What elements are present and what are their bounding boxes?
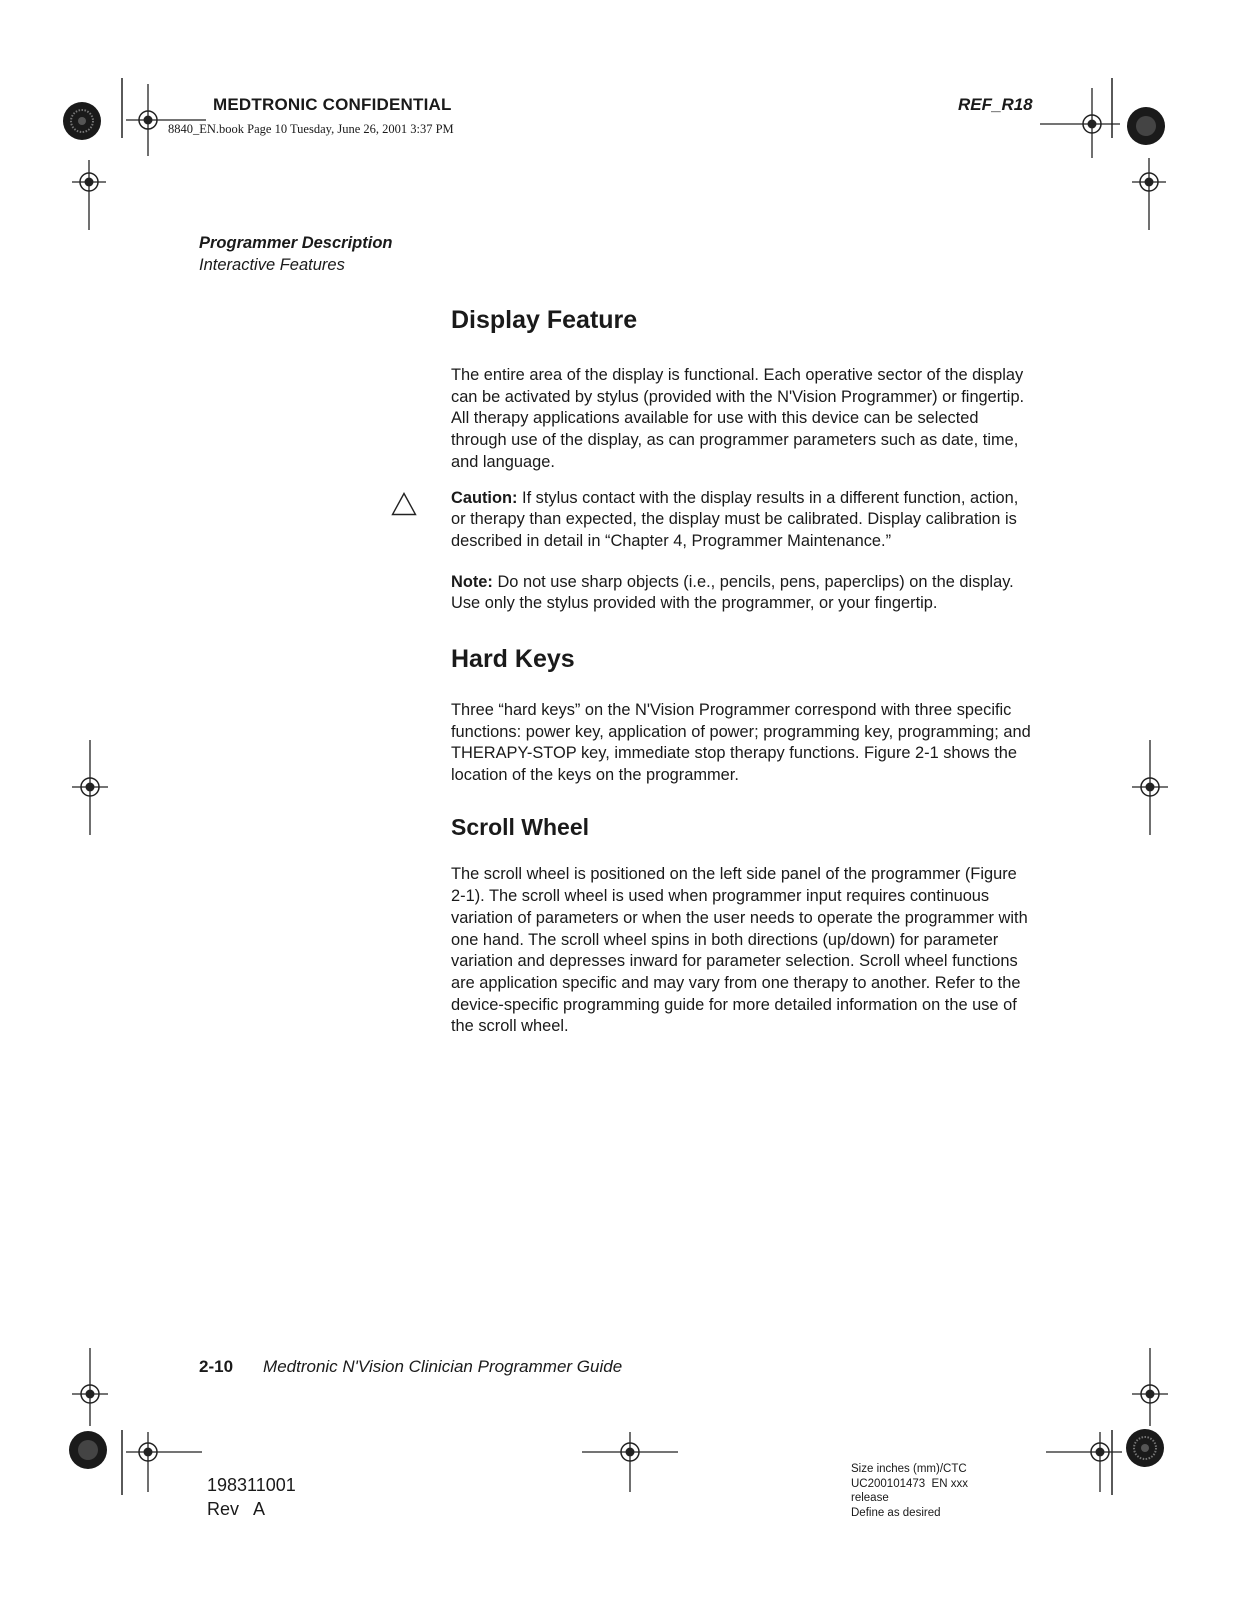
registration-mark-icon xyxy=(72,160,106,230)
part-info xyxy=(207,1473,296,1521)
spec-line: release xyxy=(851,1492,889,1504)
page-number: 2-10 xyxy=(199,1357,234,1376)
spec-line: Size inches (mm)/CTC xyxy=(851,1463,967,1475)
note-text: Do not use sharp objects (i.e., pencils, pens, paperclips) on the display. Use only the stylus provided with the programmer, or your fingertip. xyxy=(451,572,1014,613)
running-head-subsection: Interactive Features xyxy=(199,256,345,274)
main-content xyxy=(451,305,1034,1038)
crop-line xyxy=(118,1430,126,1495)
color-wheel-icon xyxy=(60,99,104,143)
revision: Rev A xyxy=(207,1499,266,1519)
color-wheel-icon xyxy=(66,1428,110,1472)
display-feature-body: The entire area of the display is functional. Each operative sector of the display can be activated by stylus (provided with the N'Vision Programmer) or fingertip. All therapy applications available for use with this device can be selected through use of the display, as can programmer parameters such as date, time, and language. xyxy=(451,366,1025,471)
spec-block xyxy=(851,1462,968,1520)
guide-title: Medtronic N'Vision Clinician Programmer Guide xyxy=(263,1357,623,1376)
scroll-wheel-heading: Scroll Wheel xyxy=(451,813,590,840)
confidential-label: MEDTRONIC CONFIDENTIAL xyxy=(213,95,452,114)
registration-mark-icon xyxy=(582,1432,678,1492)
registration-mark-icon xyxy=(1132,158,1166,230)
running-head xyxy=(199,232,392,276)
registration-mark-icon xyxy=(126,1432,202,1492)
caution-triangle-icon xyxy=(391,492,417,516)
crop-line xyxy=(118,78,126,138)
display-feature-heading: Display Feature xyxy=(451,306,638,334)
registration-mark-icon xyxy=(72,1348,108,1426)
ref-code: REF_R18 xyxy=(958,95,1033,114)
registration-mark-icon xyxy=(72,740,108,835)
color-wheel-icon xyxy=(1123,1426,1167,1470)
color-wheel-icon xyxy=(1124,104,1168,148)
hard-keys-heading: Hard Keys xyxy=(451,645,575,674)
hard-keys-body: Three “hard keys” on the N'Vision Programmer correspond with three specific functions: power key, application of power; programming key, programming; and THERAPY-STOP key, immediate stop therapy functions. Figure 2-1 shows the location of the keys on the programmer. xyxy=(451,701,1031,785)
note-label: Note: xyxy=(451,572,493,591)
registration-mark-icon xyxy=(1046,1432,1122,1492)
spec-line: Define as desired xyxy=(851,1506,941,1519)
book-slug: 8840_EN.book Page 10 Tuesday, June 26, 2001 3:37 PM xyxy=(168,122,454,136)
registration-mark-icon xyxy=(1132,1348,1168,1426)
running-head-section: Programmer Description xyxy=(199,234,393,252)
note-paragraph xyxy=(451,572,1034,615)
registration-mark-icon xyxy=(126,84,206,156)
scroll-wheel-body: The scroll wheel is positioned on the left side panel of the programmer (Figure 2-1). The scroll wheel is used when programmer input requires continuous variation of parameters or when the user needs to operate the programmer with one hand. The scroll wheel spins in both directions (up/down) for parameter variation and depresses inward for parameter selection. Scroll wheel functions are application specific and may vary from one therapy to another. Refer to the device-specific programming guide for more detailed information on the use of the scroll wheel. xyxy=(451,865,1028,1036)
caution-paragraph xyxy=(451,488,1034,553)
registration-mark-icon xyxy=(1040,88,1120,158)
caution-text: If stylus contact with the display results in a different function, action, or therapy than expected, the display must be calibrated. Display calibration is described in detail in “Chapter 4, Programmer Maintenance.” xyxy=(451,488,1019,550)
page-footer xyxy=(199,1357,622,1377)
registration-mark-icon xyxy=(1132,740,1168,835)
spec-line: UC200101473 EN xxx xyxy=(851,1477,968,1490)
part-number: 198311001 xyxy=(207,1475,296,1495)
caution-label: Caution: xyxy=(451,488,518,507)
